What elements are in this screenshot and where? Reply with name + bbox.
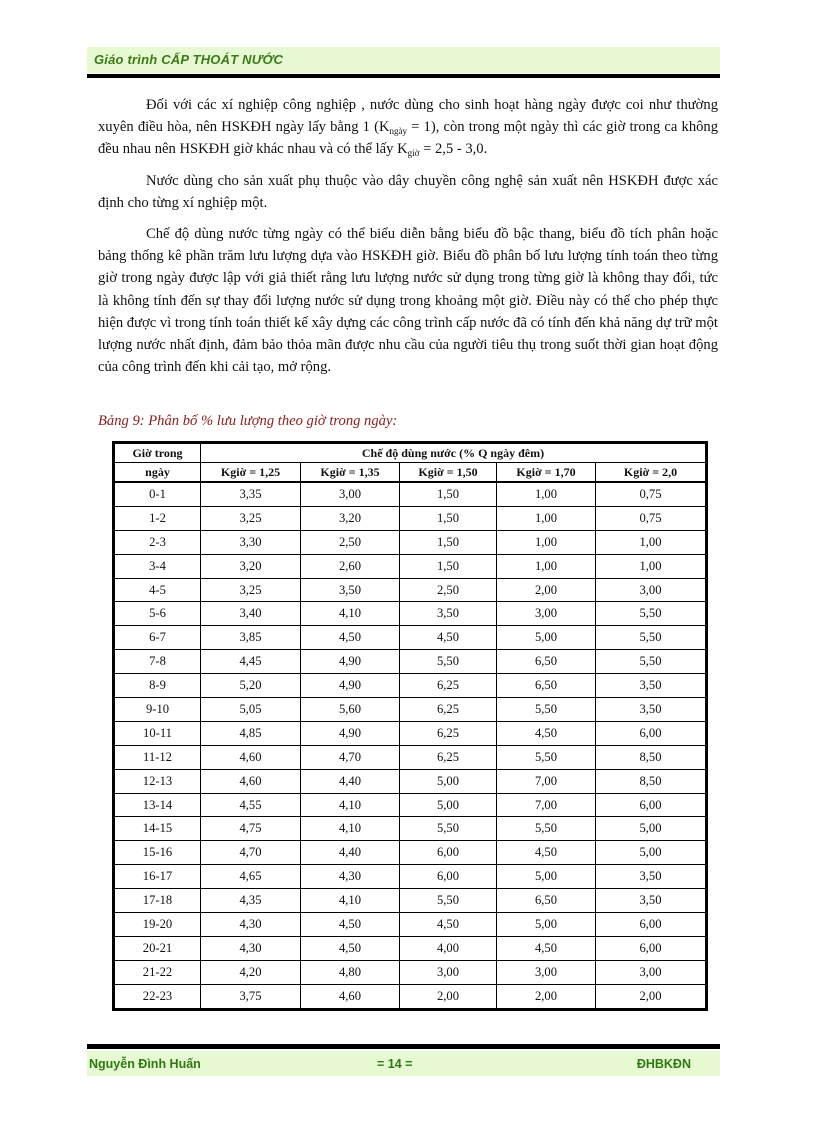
value-cell: 4,60 [301, 984, 400, 1008]
table-row [115, 817, 706, 841]
value-cell: 3,25 [201, 506, 301, 530]
value-cell: 5,05 [201, 698, 301, 722]
value-cell: 1,00 [596, 554, 706, 578]
value-cell: 5,50 [497, 698, 596, 722]
value-cell: 2,00 [400, 984, 497, 1008]
value-cell: 5,50 [400, 817, 497, 841]
table-row [115, 769, 706, 793]
value-cell: 4,50 [497, 936, 596, 960]
hour-cell: 1-2 [115, 506, 201, 530]
header-title: Giáo trình CẤP THOÁT NƯỚC [94, 52, 284, 67]
table-row [115, 984, 706, 1008]
value-cell: 1,50 [400, 506, 497, 530]
hour-cell: 16-17 [115, 865, 201, 889]
paragraph-2: Nước dùng cho sản xuất phụ thuộc vào dây chuyền công nghệ sản xuất nên HSKĐH được xác định cho từng xí nghiệp một. [98, 172, 718, 211]
body-text [98, 94, 718, 387]
footer-org: ĐHBKĐN [636, 1057, 691, 1071]
column-header-k135: Kgiờ = 1,35 [301, 463, 400, 483]
table-row [115, 913, 706, 937]
value-cell: 4,70 [301, 745, 400, 769]
value-cell: 4,65 [201, 865, 301, 889]
value-cell: 4,90 [301, 721, 400, 745]
value-cell: 6,00 [596, 936, 706, 960]
table-row [115, 841, 706, 865]
hour-cell: 11-12 [115, 745, 201, 769]
value-cell: 7,00 [497, 793, 596, 817]
value-cell: 0,75 [596, 482, 706, 506]
paragraph-1-middle: = 1), còn trong một ngày thì các giờ trong ca không đều nhau nên HSKĐH giờ khác nhau và có thể lấy K [98, 119, 719, 158]
value-cell: 4,50 [497, 841, 596, 865]
value-cell: 1,00 [497, 530, 596, 554]
value-cell: 5,50 [497, 817, 596, 841]
value-cell: 3,00 [596, 960, 706, 984]
k-ngay-subscript: ngày [389, 126, 408, 137]
value-cell: 3,00 [596, 578, 706, 602]
table-row [115, 602, 706, 626]
hour-cell: 0-1 [115, 482, 201, 506]
value-cell: 3,40 [201, 602, 301, 626]
table-row [115, 721, 706, 745]
value-cell: 4,50 [301, 626, 400, 650]
hour-cell: 13-14 [115, 793, 201, 817]
value-cell: 4,55 [201, 793, 301, 817]
value-cell: 5,50 [596, 602, 706, 626]
group-header: Chế độ dùng nước (% Q ngày đêm) [201, 444, 706, 463]
value-cell: 4,50 [400, 913, 497, 937]
value-cell: 4,40 [301, 841, 400, 865]
value-cell: 5,00 [400, 793, 497, 817]
value-cell: 4,00 [400, 936, 497, 960]
value-cell: 6,25 [400, 721, 497, 745]
value-cell: 4,20 [201, 960, 301, 984]
column-header-k200: Kgiờ = 2,0 [596, 463, 706, 483]
paragraph-3: Chế độ dùng nước từng ngày có thể biểu diễn bằng biểu đồ bậc thang, biểu đồ tích phân hoặc bảng thống kê phần trăm lưu lượng dựa vào HSKĐH giờ. Biểu đồ phân bố lưu lượng tính toán theo từng giờ trong ngày được lập với giả thiết rằng lưu lượng nước sử dụng trong từng giờ là không thay đổi, tức là không tính đến sự thay đổi lượng nước sử dụng trong khoảng một giờ. Điều này có thể cho phép thực hiện được vì trong tính toán thiết kế xây dựng các công trình cấp nước đã có tính đến khả năng dự trữ một lượng nước nhất định, đảm bảo thỏa mãn được nhu cầu của người tiêu thụ trong suốt thời gian hoạt động của công trình đến khi cải tạo, mở rộng. [98, 226, 718, 376]
hour-cell: 6-7 [115, 626, 201, 650]
value-cell: 1,50 [400, 482, 497, 506]
paragraph-1-after: = 2,5 - 3,0. [419, 141, 488, 158]
value-cell: 4,85 [201, 721, 301, 745]
value-cell: 4,10 [301, 602, 400, 626]
value-cell: 4,70 [201, 841, 301, 865]
value-cell: 6,25 [400, 674, 497, 698]
value-cell: 3,00 [301, 482, 400, 506]
hour-header-top: Giờ trong [115, 444, 201, 463]
table-header-row-top [115, 444, 706, 463]
value-cell: 5,50 [596, 626, 706, 650]
value-cell: 6,50 [497, 889, 596, 913]
hour-cell: 7-8 [115, 650, 201, 674]
value-cell: 7,00 [497, 769, 596, 793]
hour-cell: 19-20 [115, 913, 201, 937]
footer-band [87, 1051, 720, 1076]
table-header-row-sub [115, 463, 706, 483]
value-cell: 3,50 [596, 889, 706, 913]
hour-cell: 9-10 [115, 698, 201, 722]
table-body [115, 482, 706, 1008]
hour-cell: 10-11 [115, 721, 201, 745]
value-cell: 4,60 [201, 769, 301, 793]
value-cell: 3,30 [201, 530, 301, 554]
value-cell: 4,30 [301, 865, 400, 889]
footer-author: Nguyễn Đình Huấn [89, 1057, 201, 1071]
table-row [115, 889, 706, 913]
value-cell: 3,35 [201, 482, 301, 506]
column-header-k170: Kgiờ = 1,70 [497, 463, 596, 483]
value-cell: 4,60 [201, 745, 301, 769]
value-cell: 3,00 [497, 960, 596, 984]
table-row [115, 650, 706, 674]
value-cell: 3,50 [400, 602, 497, 626]
value-cell: 1,50 [400, 554, 497, 578]
value-cell: 3,20 [301, 506, 400, 530]
value-cell: 1,00 [596, 530, 706, 554]
value-cell: 4,40 [301, 769, 400, 793]
value-cell: 3,00 [400, 960, 497, 984]
table-row [115, 698, 706, 722]
value-cell: 4,90 [301, 650, 400, 674]
table-row [115, 936, 706, 960]
value-cell: 4,30 [201, 913, 301, 937]
table-row [115, 960, 706, 984]
hour-cell: 21-22 [115, 960, 201, 984]
hour-cell: 22-23 [115, 984, 201, 1008]
hour-cell: 14-15 [115, 817, 201, 841]
hour-cell: 20-21 [115, 936, 201, 960]
value-cell: 5,00 [497, 913, 596, 937]
value-cell: 4,75 [201, 817, 301, 841]
hour-cell: 15-16 [115, 841, 201, 865]
value-cell: 3,50 [596, 865, 706, 889]
table-row [115, 578, 706, 602]
value-cell: 2,50 [400, 578, 497, 602]
value-cell: 3,00 [497, 602, 596, 626]
header-band [87, 47, 720, 73]
value-cell: 4,80 [301, 960, 400, 984]
table-row [115, 626, 706, 650]
hour-cell: 5-6 [115, 602, 201, 626]
value-cell: 1,50 [400, 530, 497, 554]
table-row [115, 865, 706, 889]
value-cell: 5,60 [301, 698, 400, 722]
value-cell: 5,00 [400, 769, 497, 793]
value-cell: 6,25 [400, 698, 497, 722]
value-cell: 1,00 [497, 506, 596, 530]
hour-cell: 3-4 [115, 554, 201, 578]
value-cell: 5,00 [596, 841, 706, 865]
value-cell: 4,30 [201, 936, 301, 960]
value-cell: 4,10 [301, 817, 400, 841]
value-cell: 5,50 [497, 745, 596, 769]
value-cell: 6,00 [596, 913, 706, 937]
value-cell: 3,50 [301, 578, 400, 602]
value-cell: 3,85 [201, 626, 301, 650]
table-row [115, 554, 706, 578]
value-cell: 4,10 [301, 889, 400, 913]
column-header-k150: Kgiờ = 1,50 [400, 463, 497, 483]
value-cell: 6,00 [596, 793, 706, 817]
table-frame [112, 441, 708, 1011]
value-cell: 4,45 [201, 650, 301, 674]
table-caption: Bảng 9: Phân bố % lưu lượng theo giờ trong ngày: [98, 413, 398, 429]
value-cell: 5,20 [201, 674, 301, 698]
value-cell: 5,00 [596, 817, 706, 841]
value-cell: 1,00 [497, 554, 596, 578]
value-cell: 5,50 [400, 650, 497, 674]
table-row [115, 506, 706, 530]
table-row [115, 793, 706, 817]
value-cell: 0,75 [596, 506, 706, 530]
value-cell: 5,50 [596, 650, 706, 674]
hour-cell: 8-9 [115, 674, 201, 698]
hour-header-bottom: ngày [115, 463, 201, 483]
value-cell: 3,75 [201, 984, 301, 1008]
k-gio-subscript: giờ [407, 148, 420, 159]
value-cell: 6,25 [400, 745, 497, 769]
value-cell: 4,50 [301, 936, 400, 960]
value-cell: 6,50 [497, 650, 596, 674]
value-cell: 4,50 [400, 626, 497, 650]
value-cell: 4,50 [301, 913, 400, 937]
value-cell: 1,00 [497, 482, 596, 506]
value-cell: 3,50 [596, 674, 706, 698]
value-cell: 2,50 [301, 530, 400, 554]
value-cell: 8,50 [596, 769, 706, 793]
column-header-k125: Kgiờ = 1,25 [201, 463, 301, 483]
footer-page-number: = 14 = [377, 1057, 413, 1071]
flow-distribution-table [114, 443, 706, 1009]
value-cell: 4,35 [201, 889, 301, 913]
value-cell: 4,50 [497, 721, 596, 745]
value-cell: 3,50 [596, 698, 706, 722]
value-cell: 4,90 [301, 674, 400, 698]
value-cell: 6,00 [400, 841, 497, 865]
table-row [115, 745, 706, 769]
table-row [115, 674, 706, 698]
value-cell: 5,50 [400, 889, 497, 913]
value-cell: 2,00 [497, 984, 596, 1008]
value-cell: 6,00 [596, 721, 706, 745]
value-cell: 3,25 [201, 578, 301, 602]
value-cell: 2,00 [596, 984, 706, 1008]
hour-cell: 17-18 [115, 889, 201, 913]
hour-cell: 2-3 [115, 530, 201, 554]
footer-rule [87, 1044, 720, 1049]
value-cell: 2,60 [301, 554, 400, 578]
value-cell: 6,50 [497, 674, 596, 698]
paragraph-1-before: Đối với các xí nghiệp công nghiệp , nước dùng cho sinh hoạt hàng ngày được coi như thường xuyên điều hòa, nên HSKĐH ngày lấy bằng 1 (K [98, 97, 718, 136]
value-cell: 2,00 [497, 578, 596, 602]
value-cell: 6,00 [400, 865, 497, 889]
value-cell: 5,00 [497, 865, 596, 889]
hour-cell: 4-5 [115, 578, 201, 602]
value-cell: 8,50 [596, 745, 706, 769]
header-rule [87, 74, 720, 78]
value-cell: 3,20 [201, 554, 301, 578]
hour-cell: 12-13 [115, 769, 201, 793]
table-row [115, 530, 706, 554]
value-cell: 4,10 [301, 793, 400, 817]
paragraph-1 [98, 94, 718, 161]
table-row [115, 482, 706, 506]
value-cell: 5,00 [497, 626, 596, 650]
